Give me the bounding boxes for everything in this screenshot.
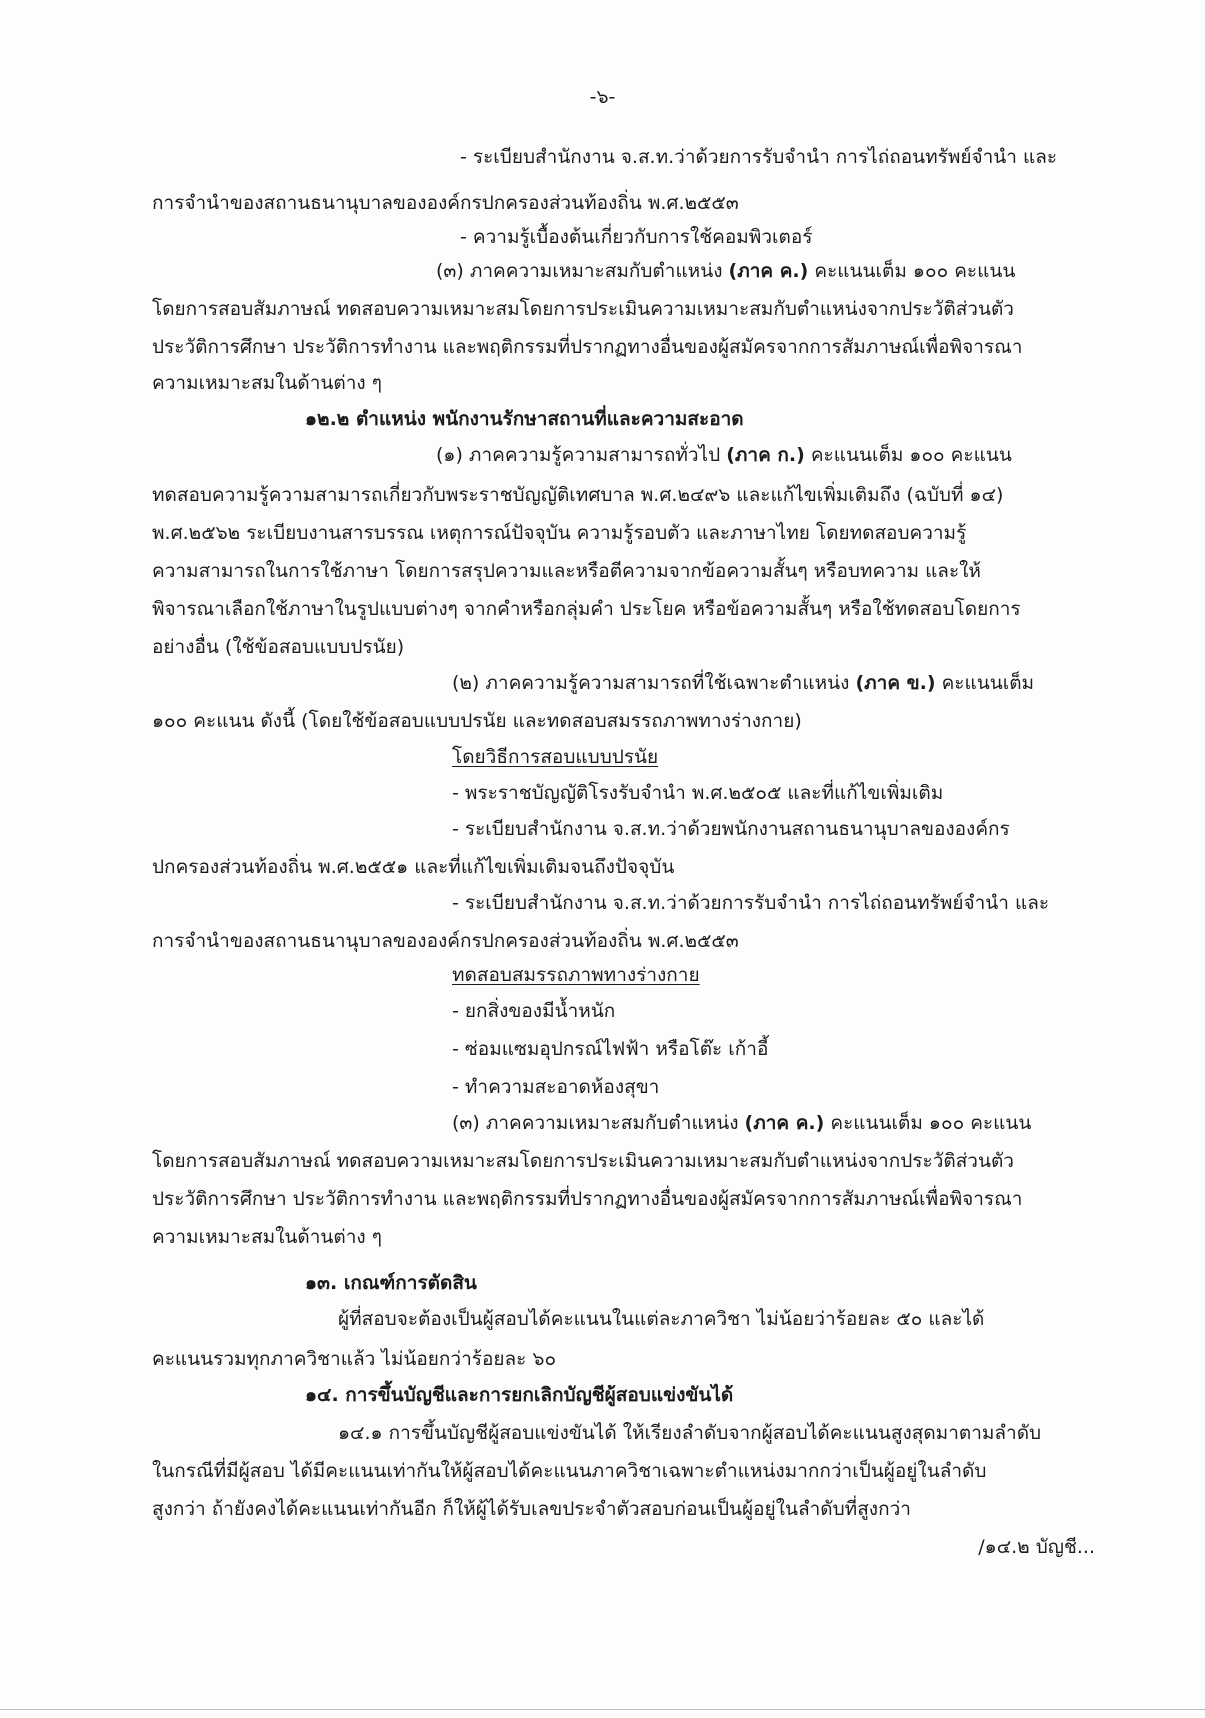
bold-text: ๑๓. เกณฑ์การตัดสิน (305, 1272, 477, 1294)
text-run: ประวัติการศึกษา ประวัติการทำงาน และพฤติกรรมที่ปรากฏทางอื่นของผู้สมัครจากการสัมภาษณ์เพื่อพิจารณา (152, 1188, 1023, 1210)
text-line (305, 1386, 733, 1405)
text-run: ๑๔.๑ การขึ้นบัญชีผู้สอบแข่งขันได้ ให้เรียงลำดับจากผู้สอบได้คะแนนสูงสุดมาตามลำดับ (338, 1422, 1042, 1444)
text-run: - ซ่อมแซมอุปกรณ์ไฟฟ้า หรือโต๊ะ เก้าอี้ (452, 1038, 769, 1060)
text-run: สูงกว่า ถ้ายังคงได้คะแนนเท่ากันอีก ก็ให้ผู้ได้รับเลขประจำตัวสอบก่อนเป็นผู้อยู่ในลำดับที่สูงกว่า (152, 1498, 911, 1520)
text-line (452, 1114, 1031, 1133)
text-line (152, 1462, 986, 1481)
text-run: (๒) ภาคความรู้ความสามารถที่ใช้เฉพาะตำแหน่ง (452, 672, 856, 694)
text-line (152, 194, 739, 213)
text-run: - ทำความสะอาดห้องสุขา (452, 1076, 660, 1098)
text-run: - ระเบียบสำนักงาน จ.ส.ท.ว่าด้วยการรับจำนำ การไถ่ถอนทรัพย์จำนำ และ (460, 146, 1058, 168)
text-run: ผู้ที่สอบจะต้องเป็นผู้สอบได้คะแนนในแต่ละภาควิชา ไม่น้อยว่าร้อยละ ๕๐ และได้ (338, 1308, 985, 1330)
text-line (452, 1040, 768, 1059)
bold-text: (ภาค ค.) (728, 260, 809, 282)
text-line (460, 148, 1057, 167)
text-line (460, 228, 812, 247)
text-run: ๑๐๐ คะแนน ดังนี้ (โดยใช้ข้อสอบแบบปรนัย และทดสอบสมรรถภาพทางร่างกาย) (152, 710, 802, 732)
text-line (152, 712, 802, 731)
text-run: (๓) ภาคความเหมาะสมกับตำแหน่ง (436, 260, 729, 282)
text-run: คะแนนเต็ม ๑๐๐ คะแนน (808, 260, 1016, 282)
page-edge (0, 1709, 1205, 1710)
text-line (436, 262, 1015, 281)
text-line (978, 1538, 1095, 1557)
text-run: คะแนนรวมทุกภาควิชาแล้ว ไม่น้อยกว่าร้อยละ ๖๐ (152, 1348, 557, 1370)
text-line (152, 374, 382, 393)
text-run: - ความรู้เบื้องต้นเกี่ยวกับการใช้คอมพิวเตอร์ (460, 226, 813, 248)
text-line (452, 1002, 615, 1021)
text-line (436, 446, 1012, 465)
text-run: - ระเบียบสำนักงาน จ.ส.ท.ว่าด้วยการรับจำนำ การไถ่ถอนทรัพย์จำนำ และ (452, 892, 1050, 914)
text-line (338, 1424, 1041, 1443)
bold-text: (ภาค ข.) (855, 672, 936, 694)
text-line (152, 638, 404, 657)
bold-text: ๑๒.๒ ตำแหน่ง พนักงานรักษาสถานที่และความสะอาด (305, 408, 744, 430)
text-line (305, 410, 744, 429)
text-run: ประวัติการศึกษา ประวัติการทำงาน และพฤติกรรมที่ปรากฏทางอื่นของผู้สมัครจากการสัมภาษณ์เพื่อพิจารณา (152, 336, 1023, 358)
text-line (152, 1228, 382, 1247)
text-run: การจำนำของสถานธนานุบาลขององค์กรปกครองส่วนท้องถิ่น พ.ศ.๒๕๕๓ (152, 192, 739, 214)
text-run: ความเหมาะสมในด้านต่าง ๆ (152, 372, 382, 394)
text-run: การจำนำของสถานธนานุบาลขององค์กรปกครองส่วนท้องถิ่น พ.ศ.๒๕๕๓ (152, 930, 739, 952)
text-line (452, 894, 1049, 913)
text-run: (๓) ภาคความเหมาะสมกับตำแหน่ง (452, 1112, 745, 1134)
text-run: พิจารณาเลือกใช้ภาษาในรูปแบบต่างๆ จากคำหรือกลุ่มคำ ประโยค หรือข้อความสั้นๆ หรือใช้ทดสอบโดยการ (152, 598, 1021, 620)
underlined-heading: ทดสอบสมรรถภาพทางร่างกาย (452, 964, 700, 986)
text-line (152, 486, 1003, 505)
text-line (152, 524, 966, 543)
page-number: -๖- (589, 86, 616, 108)
text-run: ความเหมาะสมในด้านต่าง ๆ (152, 1226, 382, 1248)
text-line (452, 820, 1010, 839)
text-line (152, 1190, 1022, 1209)
text-run: - ยกสิ่งของมีน้ำหนัก (452, 1000, 616, 1022)
bold-text: (ภาค ค.) (744, 1112, 825, 1134)
text-line (152, 600, 1021, 619)
text-line (152, 1350, 556, 1369)
text-run: โดยการสอบสัมภาษณ์ ทดสอบความเหมาะสมโดยการประเมินความเหมาะสมกับตำแหน่งจากประวัติส่วนตัว (152, 1150, 1014, 1172)
bold-text: (ภาค ก.) (726, 444, 805, 466)
text-line (452, 784, 943, 803)
text-line (452, 748, 658, 767)
text-run: ปกครองส่วนท้องถิ่น พ.ศ.๒๕๕๑ และที่แก้ไขเพิ่มเติมจนถึงปัจจุบัน (152, 856, 675, 878)
text-line (452, 1078, 659, 1097)
text-run: (๑) ภาคความรู้ความสามารถทั่วไป (436, 444, 727, 466)
text-line (338, 1310, 984, 1329)
text-run: โดยการสอบสัมภาษณ์ ทดสอบความเหมาะสมโดยการประเมินความเหมาะสมกับตำแหน่งจากประวัติส่วนตัว (152, 298, 1014, 320)
text-line (152, 300, 1014, 319)
text-run: คะแนนเต็ม ๑๐๐ คะแนน (824, 1112, 1032, 1134)
text-line (152, 1152, 1014, 1171)
text-run: - พระราชบัญญัติโรงรับจำนำ พ.ศ.๒๕๐๕ และที่แก้ไขเพิ่มเติม (452, 782, 944, 804)
text-run: - ระเบียบสำนักงาน จ.ส.ท.ว่าด้วยพนักงานสถานธนานุบาลขององค์กร (452, 818, 1010, 840)
text-line (452, 966, 700, 985)
text-run: คะแนนเต็ม ๑๐๐ คะแนน (804, 444, 1012, 466)
text-line (152, 858, 674, 877)
text-line (452, 674, 1034, 693)
text-run: คะแนนเต็ม (935, 672, 1035, 694)
text-line (152, 338, 1022, 357)
text-run: ความสามารถในการใช้ภาษา โดยการสรุปความและหรือตีความจากข้อความสั้นๆ หรือบทความ และให้ (152, 560, 981, 582)
text-run: /๑๔.๒ บัญชี... (978, 1536, 1095, 1558)
text-run: อย่างอื่น (ใช้ข้อสอบแบบปรนัย) (152, 636, 405, 658)
text-line (305, 1274, 477, 1293)
bold-text: ๑๔. การขึ้นบัญชีและการยกเลิกบัญชีผู้สอบแข่งขันได้ (305, 1384, 734, 1406)
text-run: ทดสอบความรู้ความสามารถเกี่ยวกับพระราชบัญญัติเทศบาล พ.ศ.๒๔๙๖ และแก้ไขเพิ่มเติมถึง (ฉบับที่ ๑๔) (152, 484, 1004, 506)
text-run: ในกรณีที่มีผู้สอบ ได้มีคะแนนเท่ากันให้ผู้สอบได้คะแนนภาควิชาเฉพาะตำแหน่งมากกว่าเป็นผู้อยู่ในลำดับ (152, 1460, 987, 1482)
text-line (152, 1500, 911, 1519)
text-line (152, 562, 981, 581)
text-line (152, 932, 739, 951)
underlined-heading: โดยวิธีการสอบแบบปรนัย (452, 746, 659, 768)
text-run: พ.ศ.๒๕๖๒ ระเบียบงานสารบรรณ เหตุการณ์ปัจจุบัน ความรู้รอบตัว และภาษาไทย โดยทดสอบความรู้ (152, 522, 967, 544)
